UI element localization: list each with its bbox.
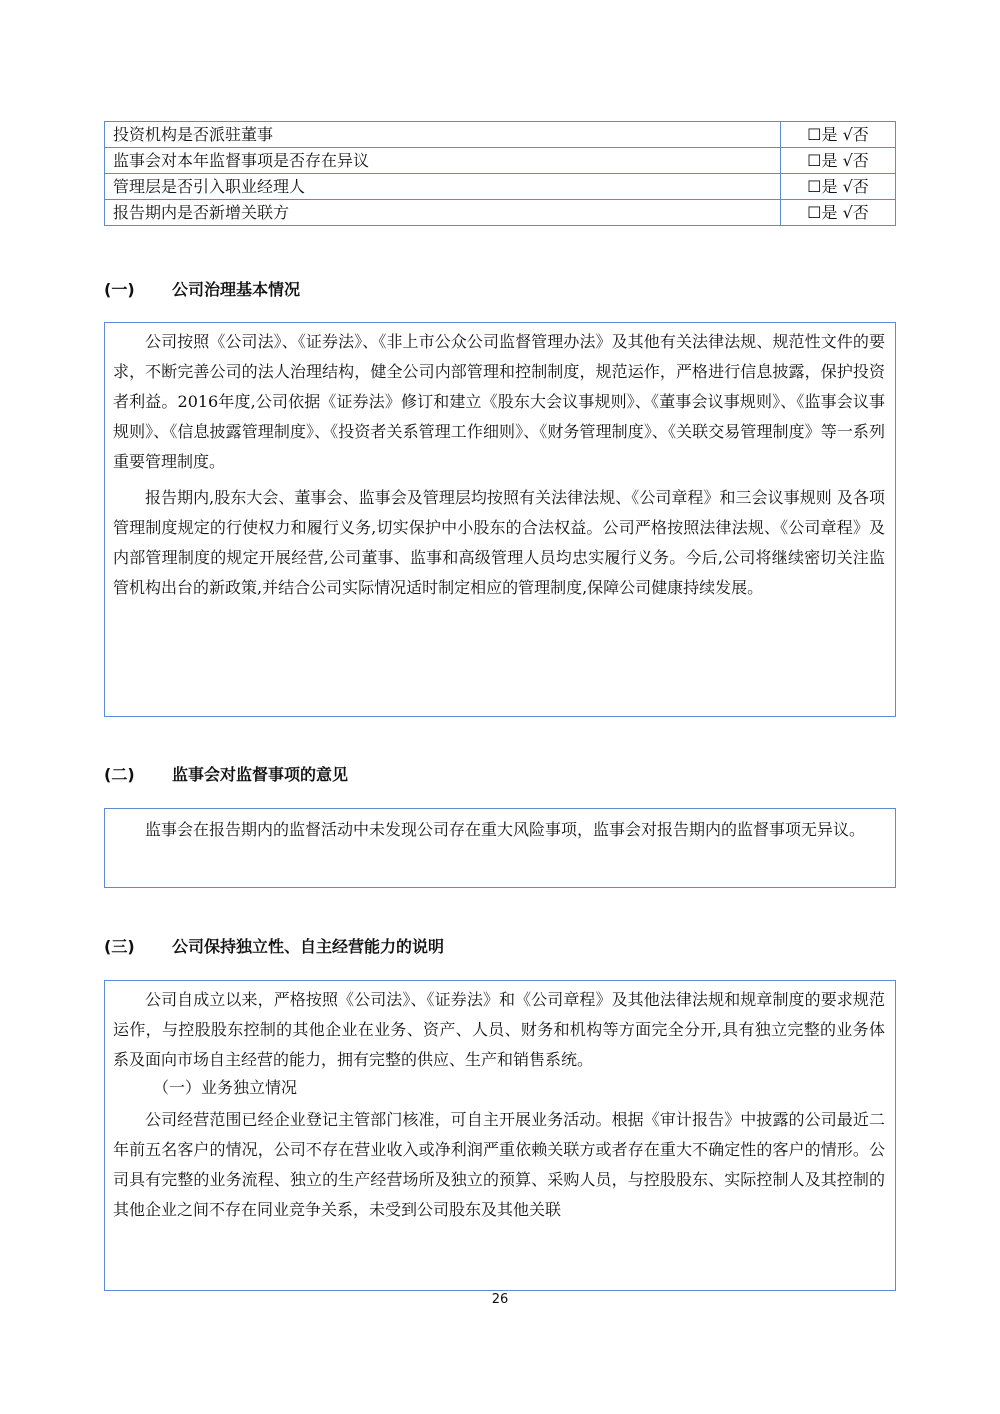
question-answer: ☐是 √否 [781, 148, 896, 174]
paragraph: 公司自成立以来，严格按照《公司法》、《证券法》和《公司章程》及其他法律法规和规章制度的要求规范运作，与控股股东控制的其他企业在业务、资产、人员、财务和机构等方面完全分开,具有独立完整的业务体系及面向市场自主经营的能力，拥有完整的供应、生产和销售系统。 [113, 990, 885, 1069]
section-number: (一) [104, 280, 135, 299]
question-label: 监事会对本年监督事项是否存在异议 [105, 148, 781, 174]
question-table [104, 121, 896, 226]
subheading: （一）业务独立情况 [153, 1078, 298, 1097]
paragraph: 公司经营范围已经企业登记主管部门核准，可自主开展业务活动。根据《审计报告》中披露的公司最近二年前五名客户的情况，公司不存在营业收入或净利润严重依赖关联方或者存在重大不确定性的客户的情形。公司具有完整的业务流程、独立的生产经营场所及独立的预算、采购人员，与控股股东、实际控制人及其控制的其他企业之间不存在同业竞争关系，未受到公司股东及其他关联 [113, 1110, 885, 1219]
question-label: 投资机构是否派驻董事 [105, 122, 781, 148]
table-row [105, 122, 896, 148]
table-row [105, 174, 896, 200]
section-heading [104, 935, 444, 959]
section-title: 监事会对监督事项的意见 [172, 765, 349, 784]
section-number: (二) [104, 765, 135, 784]
question-label: 报告期内是否新增关联方 [105, 200, 781, 226]
question-label: 管理层是否引入职业经理人 [105, 174, 781, 200]
section-box [104, 980, 896, 1291]
question-answer: ☐是 √否 [781, 174, 896, 200]
section-title: 公司治理基本情况 [172, 280, 301, 299]
table-row [105, 200, 896, 226]
section-heading [104, 763, 348, 787]
section-number: (三) [104, 937, 135, 956]
section-title: 公司保持独立性、自主经营能力的说明 [172, 937, 445, 956]
question-answer: ☐是 √否 [781, 200, 896, 226]
paragraph: 监事会在报告期内的监督活动中未发现公司存在重大风险事项，监事会对报告期内的监督事项无异议。 [145, 820, 866, 839]
page-number: 26 [491, 1292, 509, 1307]
section-box [104, 322, 896, 717]
table-row [105, 148, 896, 174]
section-heading [104, 278, 300, 302]
section-box [104, 808, 896, 888]
question-answer: ☐是 √否 [781, 122, 896, 148]
paragraph: 报告期内,股东大会、董事会、监事会及管理层均按照有关法律法规、《公司章程》和三会议事规则 及各项管理制度规定的行使权力和履行义务,切实保护中小股东的合法权益。公司严格按照法律法规、《公司章程》及内部管理制度的规定开展经营,公司董事、监事和高级管理人员均忠实履行义务。今后,公司将继续密切关注监管机构出台的新政策,并结合公司实际情况适时制定相应的管理制度,保障公司健康持续发展。 [113, 488, 885, 597]
paragraph: 公司按照《公司法》、《证券法》、《非上市公众公司监督管理办法》及其他有关法律法规、规范性文件的要求，不断完善公司的法人治理结构，健全公司内部管理和控制制度，规范运作，严格进行信息披露，保护投资者利益。2016年度,公司依据《证券法》修订和建立《股东大会议事规则》、《董事会议事规则》、《监事会议事规则》、《信息披露管理制度》、《投资者关系管理工作细则》、《财务管理制度》、《关联交易管理制度》等一系列重要管理制度。 [113, 332, 885, 471]
